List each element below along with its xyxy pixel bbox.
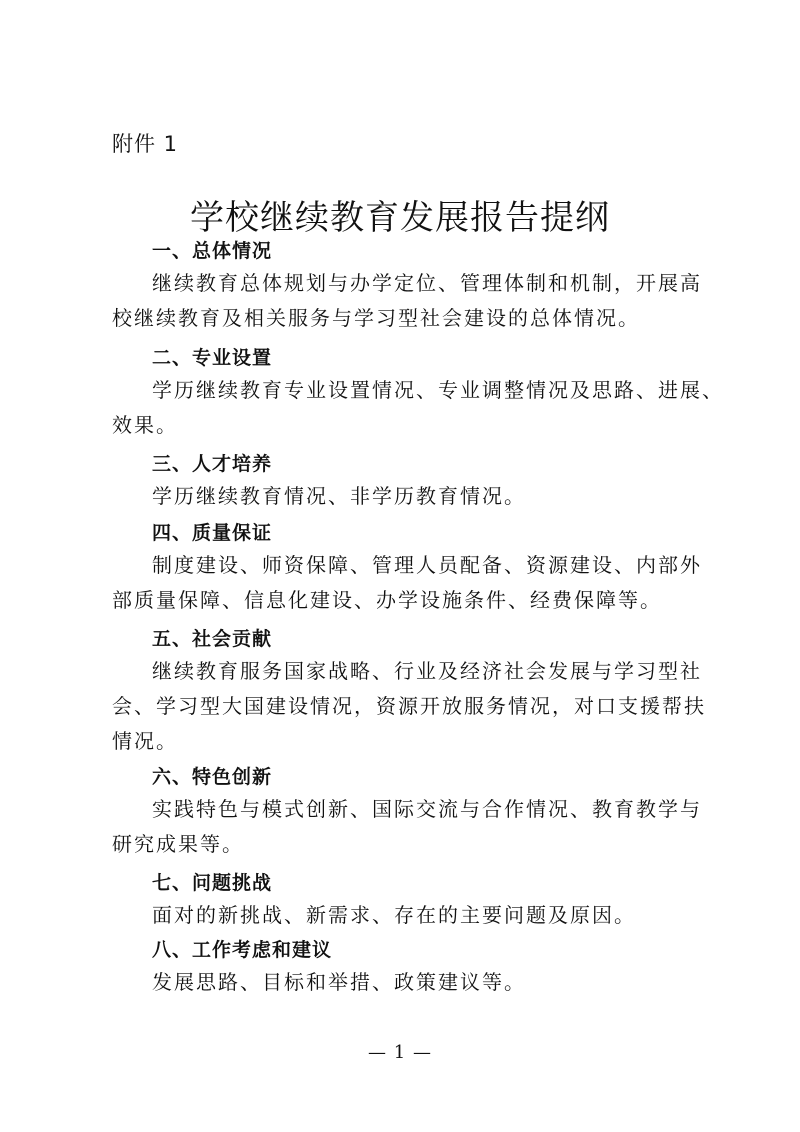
section-body-4 <box>112 548 702 618</box>
section-heading-4: 四、质量保证 <box>152 522 273 544</box>
section-heading-7: 七、问题挑战 <box>152 872 273 894</box>
section-heading-8: 八、工作考虑和建议 <box>152 939 333 961</box>
section-heading-3: 三、人才培养 <box>152 453 273 475</box>
section-body-8 <box>112 965 702 1000</box>
paragraph-line: 部质量保障、信息化建设、办学设施条件、经费保障等。 <box>112 588 662 612</box>
paragraph-line: 面对的新挑战、新需求、存在的主要问题及原因。 <box>152 903 636 927</box>
paragraph-line: 情况。 <box>112 729 178 753</box>
attachment-label: 附件 1 <box>112 132 179 156</box>
section-heading-2: 二、专业设置 <box>152 347 273 369</box>
section-heading-1: 一、总体情况 <box>152 240 273 262</box>
paragraph-line: 继续教育总体规划与办学定位、管理体制和机制，开展高 <box>152 271 702 295</box>
paragraph-line: 学历继续教育情况、非学历教育情况。 <box>152 484 526 508</box>
section-body-3 <box>112 479 702 514</box>
section-body-7 <box>112 898 702 933</box>
paragraph-line: 会、学习型大国建设情况，资源开放服务情况，对口支援帮扶 <box>112 694 706 718</box>
paragraph-line: 研究成果等。 <box>112 832 244 856</box>
section-body-1 <box>112 266 702 336</box>
page-number: — 1 — <box>368 1042 432 1063</box>
section-heading-6: 六、特色创新 <box>152 766 273 788</box>
section-heading-5: 五、社会贡献 <box>152 628 273 650</box>
section-body-2 <box>112 373 724 443</box>
paragraph-line: 学历继续教育专业设置情况、专业调整情况及思路、进展、 <box>152 378 724 402</box>
document-title: 学校继续教育发展报告提纲 <box>190 198 610 238</box>
paragraph-line: 继续教育服务国家战略、行业及经济社会发展与学习型社 <box>152 659 702 683</box>
section-body-6 <box>112 792 702 862</box>
section-body-5 <box>112 654 706 759</box>
paragraph-line: 制度建设、师资保障、管理人员配备、资源建设、内部外 <box>152 553 702 577</box>
paragraph-line: 实践特色与模式创新、国际交流与合作情况、教育教学与 <box>152 797 702 821</box>
paragraph-line: 校继续教育及相关服务与学习型社会建设的总体情况。 <box>112 306 640 330</box>
paragraph-line: 效果。 <box>112 413 178 437</box>
paragraph-line: 发展思路、目标和举措、政策建议等。 <box>152 970 526 994</box>
